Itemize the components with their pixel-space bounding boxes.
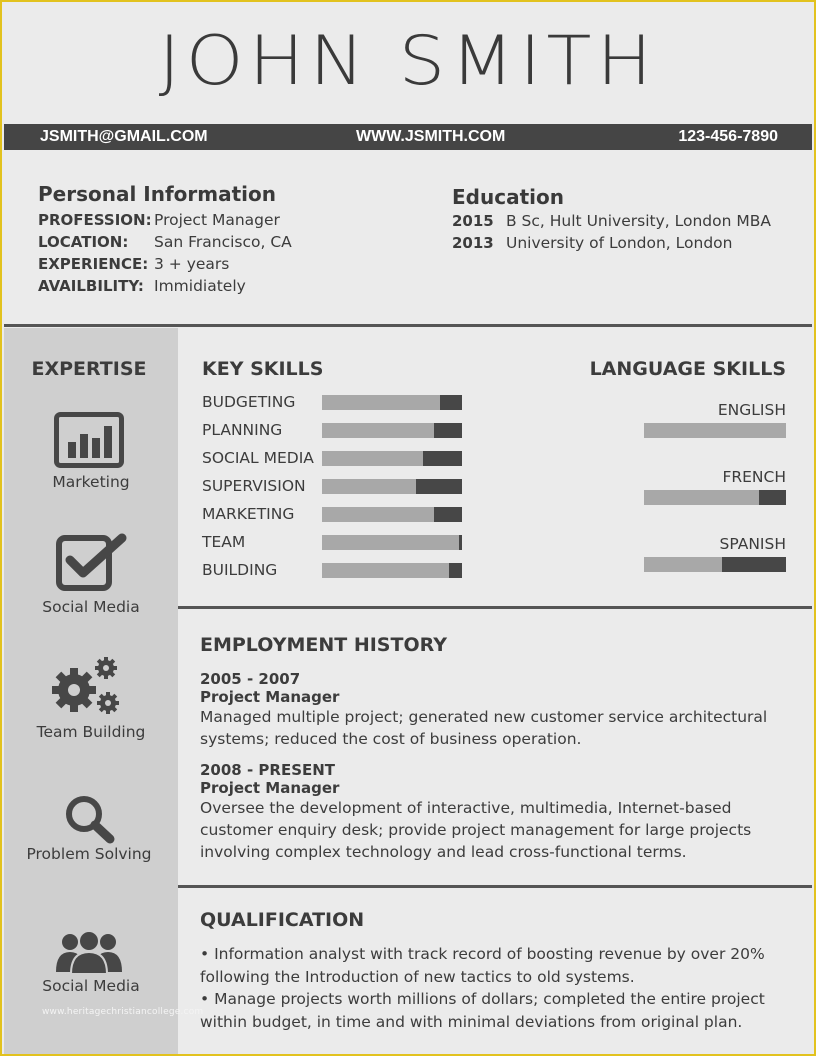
expertise-label: Team Building bbox=[36, 723, 146, 741]
info-key: LOCATION: bbox=[38, 233, 129, 251]
language-level bbox=[644, 557, 722, 572]
language-level bbox=[644, 423, 786, 438]
contact-website[interactable]: WWW.JSMITH.COM bbox=[356, 128, 506, 145]
education-year: 2015 bbox=[452, 212, 494, 230]
info-value: Immidiately bbox=[154, 277, 246, 295]
language-label: FRENCH bbox=[722, 468, 786, 486]
education-title: Education bbox=[452, 185, 564, 209]
key-skill-level bbox=[322, 563, 449, 578]
key-skill-level bbox=[322, 479, 416, 494]
job-role: Project Manager bbox=[200, 688, 340, 706]
gears-icon bbox=[50, 656, 124, 718]
qualification-list bbox=[200, 943, 800, 1033]
language-bar bbox=[644, 557, 786, 572]
education-text: B Sc, Hult University, London MBA bbox=[506, 212, 771, 230]
contact-email[interactable]: JSMITH@GMAIL.COM bbox=[40, 128, 208, 145]
language-level bbox=[644, 490, 759, 505]
qualification-title: QUALIFICATION bbox=[200, 909, 365, 931]
divider bbox=[4, 324, 812, 327]
key-skill-label: MARKETING bbox=[202, 505, 295, 523]
job-dates: 2005 - 2007 bbox=[200, 670, 301, 688]
key-skill-level bbox=[322, 507, 434, 522]
info-value: 3 + years bbox=[154, 255, 230, 273]
language-bar bbox=[644, 423, 786, 438]
personal-information bbox=[38, 182, 438, 297]
language-bar bbox=[644, 490, 786, 505]
education-row bbox=[452, 210, 812, 232]
info-row bbox=[38, 253, 438, 275]
key-skill-label: BUDGETING bbox=[202, 393, 296, 411]
expertise-label: Social Media bbox=[42, 598, 140, 616]
contact-bar bbox=[4, 124, 812, 150]
education-text: University of London, London bbox=[506, 234, 733, 252]
key-skill-label: SUPERVISION bbox=[202, 477, 306, 495]
divider bbox=[178, 606, 812, 609]
job-description: Oversee the development of interactive, multimedia, Internet-based customer enquiry desk; provide project management for large projects involving complex technology and lead cross-functional terms. bbox=[200, 799, 752, 861]
contact-phone: 123-456-7890 bbox=[678, 128, 778, 145]
job-role: Project Manager bbox=[200, 779, 340, 797]
job-entry bbox=[200, 670, 800, 750]
info-row bbox=[38, 275, 438, 297]
personal-title: Personal Information bbox=[38, 182, 276, 206]
qualification-item: • Manage projects worth millions of dollars; completed the entire project within budget, in time and with minimal deviations from original plan. bbox=[200, 990, 765, 1031]
expertise-label: Marketing bbox=[52, 473, 130, 491]
key-skill-level bbox=[322, 395, 440, 410]
expertise-label: Social Media bbox=[42, 977, 140, 995]
info-row bbox=[38, 209, 438, 231]
bar-chart-icon bbox=[54, 412, 124, 468]
key-skill-bar bbox=[322, 479, 462, 494]
expertise-label: Problem Solving bbox=[26, 845, 152, 863]
language-skills-title: LANGUAGE SKILLS bbox=[589, 358, 786, 380]
info-value: Project Manager bbox=[154, 211, 280, 229]
key-skill-bar bbox=[322, 535, 462, 550]
qualification-item: • Information analyst with track record of boosting revenue by over 20% following the Introduction of new tactics to old systems. bbox=[200, 945, 765, 986]
key-skills-title: KEY SKILLS bbox=[202, 358, 324, 380]
job-entry bbox=[200, 761, 800, 863]
language-label: ENGLISH bbox=[717, 401, 786, 419]
job-description: Managed multiple project; generated new customer service architectural systems; reduced the cost of business operation. bbox=[200, 708, 768, 748]
education-year: 2013 bbox=[452, 234, 494, 252]
people-icon bbox=[56, 930, 122, 974]
employment-title: EMPLOYMENT HISTORY bbox=[200, 634, 447, 656]
key-skill-bar bbox=[322, 395, 462, 410]
key-skill-label: TEAM bbox=[202, 533, 246, 551]
info-row bbox=[38, 231, 438, 253]
language-label: SPANISH bbox=[719, 535, 786, 553]
job-dates: 2008 - PRESENT bbox=[200, 761, 336, 779]
key-skill-label: SOCIAL MEDIA bbox=[202, 449, 314, 467]
key-skill-bar bbox=[322, 507, 462, 522]
checkbox-icon bbox=[56, 532, 128, 592]
education-row bbox=[452, 232, 812, 254]
key-skill-level bbox=[322, 451, 423, 466]
key-skill-label: BUILDING bbox=[202, 561, 278, 579]
magnifier-icon bbox=[64, 794, 116, 844]
key-skill-level bbox=[322, 423, 434, 438]
key-skill-bar bbox=[322, 563, 462, 578]
key-skill-label: PLANNING bbox=[202, 421, 283, 439]
key-skill-bar bbox=[322, 451, 462, 466]
info-key: AVAILBILITY: bbox=[38, 277, 144, 295]
info-value: San Francisco, CA bbox=[154, 233, 292, 251]
divider bbox=[178, 885, 812, 888]
key-skill-level bbox=[322, 535, 459, 550]
expertise-title: EXPERTISE bbox=[31, 358, 147, 380]
candidate-name: JOHN SMITH bbox=[158, 22, 658, 101]
watermark: www.heritagechristiancollege.com bbox=[42, 1007, 204, 1017]
info-key: PROFESSION: bbox=[38, 211, 152, 229]
info-key: EXPERIENCE: bbox=[38, 255, 149, 273]
key-skill-bar bbox=[322, 423, 462, 438]
education bbox=[452, 185, 812, 254]
